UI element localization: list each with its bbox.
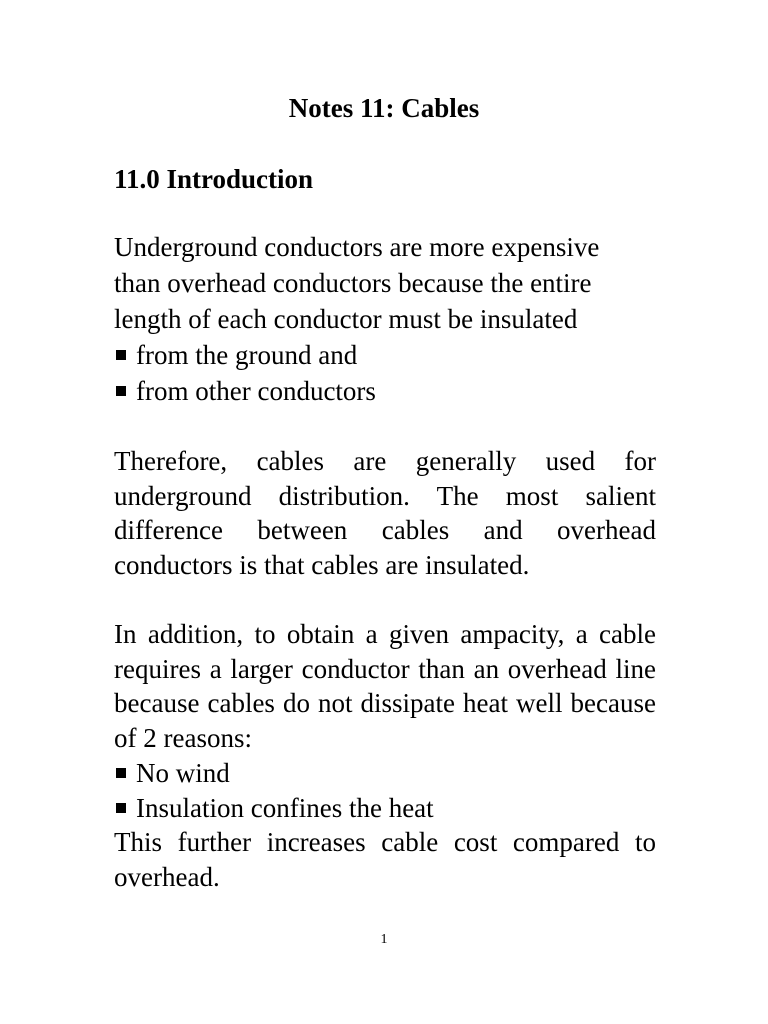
paragraph-text: In addition, to obtain a given ampacity, a cable requires a larger conductor than an overhead line because cables do not dissipate heat well because of 2 reasons: xyxy=(114,619,656,754)
square-bullet-icon xyxy=(116,386,126,396)
paragraph-addition xyxy=(114,617,656,895)
bullet-item xyxy=(114,756,656,791)
square-bullet-icon xyxy=(116,803,126,813)
bullet-item xyxy=(114,791,656,826)
bullet-item xyxy=(114,373,656,409)
section-heading: 11.0 Introduction xyxy=(114,164,314,194)
page-title: Notes 11: Cables xyxy=(288,93,480,123)
bullet-text: No wind xyxy=(136,757,230,788)
bullet-text: Insulation confines the heat xyxy=(136,792,434,823)
paragraph-line: than overhead conductors because the entire xyxy=(114,268,592,298)
bullet-text: from the ground and xyxy=(136,340,358,370)
square-bullet-icon xyxy=(116,350,126,360)
square-bullet-icon xyxy=(116,768,126,778)
page-number: 1 xyxy=(380,932,388,947)
paragraph-line: Underground conductors are more expensive xyxy=(114,232,600,262)
paragraph-tail: This further increases cable cost compared to overhead. xyxy=(114,827,656,892)
paragraph-therefore: Therefore, cables are generally used for underground distribution. The most salient difference between cables and overhead conductors is that cables are insulated. xyxy=(114,446,656,581)
bullet-list xyxy=(114,337,656,409)
bullet-item xyxy=(114,337,656,373)
bullet-list xyxy=(114,756,656,825)
paragraph-intro xyxy=(114,229,656,409)
paragraph-line: length of each conductor must be insulated xyxy=(114,304,578,334)
bullet-text: from other conductors xyxy=(136,376,376,406)
